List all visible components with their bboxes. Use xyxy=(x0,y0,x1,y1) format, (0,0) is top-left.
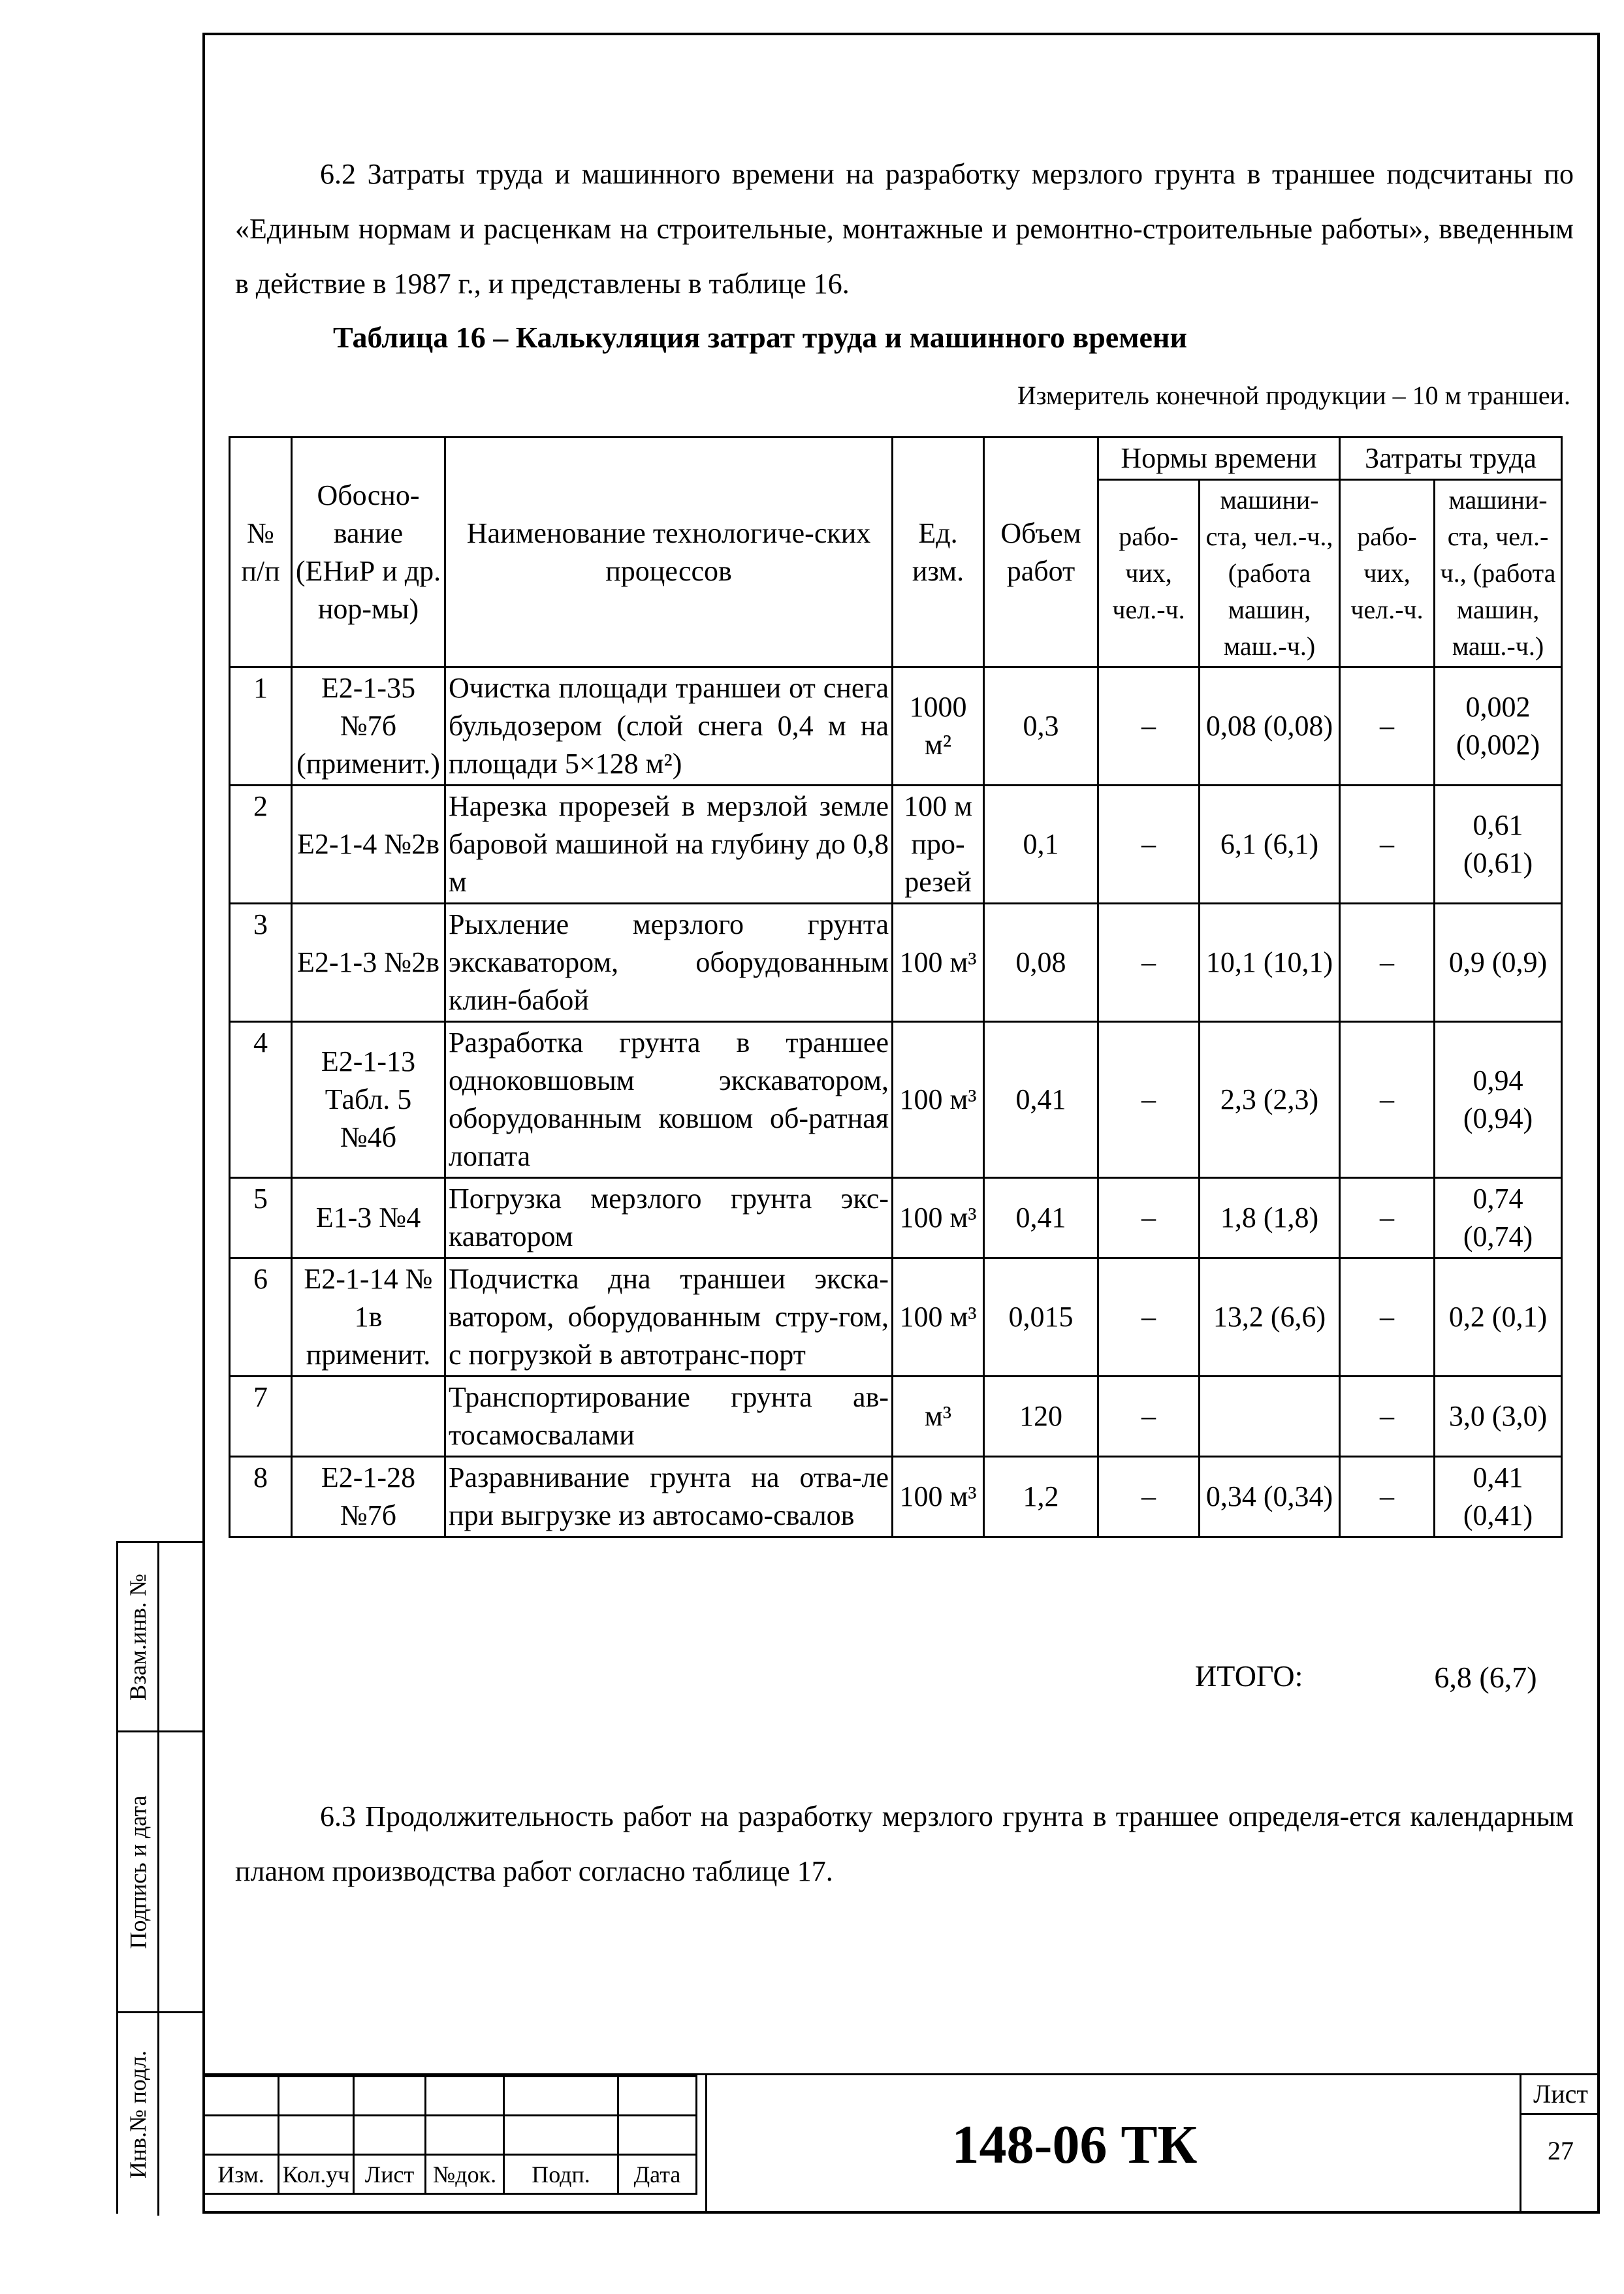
row-volume: 1,2 xyxy=(984,1457,1098,1537)
row-cost-machinists: 0,74 (0,74) xyxy=(1435,1178,1562,1258)
row-cost-machinists: 0,41 (0,41) xyxy=(1435,1457,1562,1537)
header-machinists2: машини-ста, чел.-ч., (работа машин, маш.-ч.) xyxy=(1435,480,1562,667)
row-name: Транспортирование грунта ав-тосамосвалами xyxy=(445,1377,893,1457)
row-cost-machinists: 0,002 (0,002) xyxy=(1435,667,1562,786)
revision-col-1: Кол.уч xyxy=(279,2155,354,2194)
row-unit: 100 м³ xyxy=(893,1178,984,1258)
table-row xyxy=(230,1022,1562,1178)
row-norm-workers: – xyxy=(1098,904,1200,1022)
table-row xyxy=(230,1178,1562,1258)
row-num: 4 xyxy=(230,1022,292,1178)
row-name: Разработка грунта в траншее одноковшовым экскаватором, оборудованным ковшом об-ратная лопата xyxy=(445,1022,893,1178)
row-num: 8 xyxy=(230,1457,292,1537)
row-num: 7 xyxy=(230,1377,292,1457)
row-unit: 100 м³ xyxy=(893,1457,984,1537)
row-cost-workers: – xyxy=(1340,786,1435,904)
row-unit: 100 м³ xyxy=(893,1022,984,1178)
row-volume: 0,1 xyxy=(984,786,1098,904)
row-norm-machinists: 0,08 (0,08) xyxy=(1200,667,1340,786)
row-norm-machinists: 1,8 (1,8) xyxy=(1200,1178,1340,1258)
header-unit: Ед. изм. xyxy=(893,438,984,667)
row-name: Очистка площади траншеи от снега бульдозером (слой снега 0,4 м на площади 5×128 м²) xyxy=(445,667,893,786)
row-basis: Е1-3 №4 xyxy=(292,1178,445,1258)
outro-paragraph: 6.3 Продолжительность работ на разработку мерзлого грунта в траншее определя-ется календарным планом производства работ согласно таблице 17. xyxy=(235,1800,1574,1887)
row-volume: 0,3 xyxy=(984,667,1098,786)
row-cost-workers: – xyxy=(1340,1377,1435,1457)
row-num: 5 xyxy=(230,1178,292,1258)
header-num: № п/п xyxy=(230,438,292,667)
row-num: 1 xyxy=(230,667,292,786)
row-cost-machinists: 3,0 (3,0) xyxy=(1435,1377,1562,1457)
row-name: Погрузка мерзлого грунта экс-каватором xyxy=(445,1178,893,1258)
row-cost-workers: – xyxy=(1340,1457,1435,1537)
side-label-swap: Взам.инв. № xyxy=(125,1573,151,1700)
row-name: Рыхление мерзлого грунта экскаватором, оборудованным клин-бабой xyxy=(445,904,893,1022)
table-row xyxy=(230,1258,1562,1377)
header-basis: Обосно-вание (ЕНиР и др. нор-мы) xyxy=(292,438,445,667)
header-norms: Нормы времени xyxy=(1098,438,1340,480)
header-workers2: рабо-чих, чел.-ч. xyxy=(1340,480,1435,667)
revision-col-0: Изм. xyxy=(204,2155,279,2194)
header-costs: Затраты труда xyxy=(1340,438,1562,480)
row-basis: Е2-1-35 №7б (применит.) xyxy=(292,667,445,786)
header-volume: Объем работ xyxy=(984,438,1098,667)
row-num: 3 xyxy=(230,904,292,1022)
row-basis: Е2-1-3 №2в xyxy=(292,904,445,1022)
row-basis: Е2-1-14 № 1в применит. xyxy=(292,1258,445,1377)
row-name: Подчистка дна траншеи экска-ватором, оборудованным стру-гом, с погрузкой в автотранс-порт xyxy=(445,1258,893,1377)
row-volume: 0,41 xyxy=(984,1178,1098,1258)
row-basis: Е2-1-13 Табл. 5 №4б xyxy=(292,1022,445,1178)
row-norm-machinists: 10,1 (10,1) xyxy=(1200,904,1340,1022)
header-workers: рабо-чих, чел.-ч. xyxy=(1098,480,1200,667)
row-num: 6 xyxy=(230,1258,292,1377)
intro-paragraph: 6.2 Затраты труда и машинного времени на разработку мерзлого грунта в траншее подсчитаны по «Единым нормам и расценкам на строительные, монтажные и ремонтно-строительные работы», введенным в действие в 1987 г., и представлены в таблице 16. xyxy=(235,158,1574,300)
row-cost-workers: – xyxy=(1340,904,1435,1022)
row-norm-machinists xyxy=(1200,1377,1340,1457)
table-row xyxy=(230,786,1562,904)
side-cell-inv xyxy=(118,2013,202,2216)
title-block xyxy=(202,2073,1600,2214)
revision-col-3: №док. xyxy=(426,2155,504,2194)
row-num: 2 xyxy=(230,786,292,904)
row-norm-machinists: 2,3 (2,3) xyxy=(1200,1022,1340,1178)
row-name: Нарезка прорезей в мерзлой земле баровой машиной на глубину до 0,8 м xyxy=(445,786,893,904)
side-cell-swap xyxy=(118,1543,202,1732)
row-unit: 1000 м² xyxy=(893,667,984,786)
revision-table xyxy=(202,2075,697,2195)
row-norm-workers: – xyxy=(1098,1178,1200,1258)
row-cost-machinists: 0,2 (0,1) xyxy=(1435,1258,1562,1377)
row-unit: 100 м про-резей xyxy=(893,786,984,904)
table-caption: Таблица 16 – Калькуляция затрат труда и машинного времени xyxy=(333,321,1187,354)
row-cost-machinists: 0,61 (0,61) xyxy=(1435,786,1562,904)
table-row xyxy=(230,667,1562,786)
row-volume: 0,08 xyxy=(984,904,1098,1022)
table-row xyxy=(230,1457,1562,1537)
header-name: Наименование технологиче-ских процессов xyxy=(445,438,893,667)
row-unit: 100 м³ xyxy=(893,904,984,1022)
header-row-1 xyxy=(230,438,1562,480)
row-norm-machinists: 0,34 (0,34) xyxy=(1200,1457,1340,1537)
row-norm-workers: – xyxy=(1098,667,1200,786)
row-volume: 0,015 xyxy=(984,1258,1098,1377)
row-cost-workers: – xyxy=(1340,667,1435,786)
revision-col-5: Дата xyxy=(618,2155,697,2194)
row-unit: м³ xyxy=(893,1377,984,1457)
row-cost-machinists: 0,94 (0,94) xyxy=(1435,1022,1562,1178)
row-cost-workers: – xyxy=(1340,1022,1435,1178)
row-basis: Е2-1-4 №2в xyxy=(292,786,445,904)
sheet-label: Лист xyxy=(1521,2075,1600,2115)
side-stamp xyxy=(116,1541,202,2214)
document-code: 148-06 ТК xyxy=(705,2075,1442,2214)
row-norm-workers: – xyxy=(1098,1377,1200,1457)
revision-col-4: Подп. xyxy=(504,2155,618,2194)
revision-header-row xyxy=(204,2155,697,2194)
unit-note: Измеритель конечной продукции – 10 м траншеи. xyxy=(1017,381,1570,410)
table-row xyxy=(230,1377,1562,1457)
row-volume: 120 xyxy=(984,1377,1098,1457)
row-unit: 100 м³ xyxy=(893,1258,984,1377)
calc-table xyxy=(229,436,1563,1538)
table-row xyxy=(230,904,1562,1022)
row-basis xyxy=(292,1377,445,1457)
side-cell-sign xyxy=(118,1732,202,2013)
row-norm-machinists: 13,2 (6,6) xyxy=(1200,1258,1340,1377)
row-norm-workers: – xyxy=(1098,1457,1200,1537)
row-norm-machinists: 6,1 (6,1) xyxy=(1200,786,1340,904)
row-cost-workers: – xyxy=(1340,1258,1435,1377)
side-label-inv: Инв.№ подл. xyxy=(125,2050,151,2179)
row-basis: Е2-1-28 №7б xyxy=(292,1457,445,1537)
row-volume: 0,41 xyxy=(984,1022,1098,1178)
header-machinists: машини-ста, чел.-ч., (работа машин, маш.-ч.) xyxy=(1200,480,1340,667)
revision-col-2: Лист xyxy=(354,2155,426,2194)
total-label: ИТОГО: xyxy=(1195,1659,1303,1693)
row-name: Разравнивание грунта на отва-ле при выгрузке из автосамо-свалов xyxy=(445,1457,893,1537)
row-norm-workers: – xyxy=(1098,786,1200,904)
side-label-sign: Подпись и дата xyxy=(125,1795,151,1949)
row-norm-workers: – xyxy=(1098,1022,1200,1178)
row-cost-workers: – xyxy=(1340,1178,1435,1258)
total-value: 6,8 (6,7) xyxy=(1434,1661,1537,1694)
sheet-box xyxy=(1520,2075,1600,2214)
sheet-number: 27 xyxy=(1548,2136,1574,2165)
row-norm-workers: – xyxy=(1098,1258,1200,1377)
row-cost-machinists: 0,9 (0,9) xyxy=(1435,904,1562,1022)
